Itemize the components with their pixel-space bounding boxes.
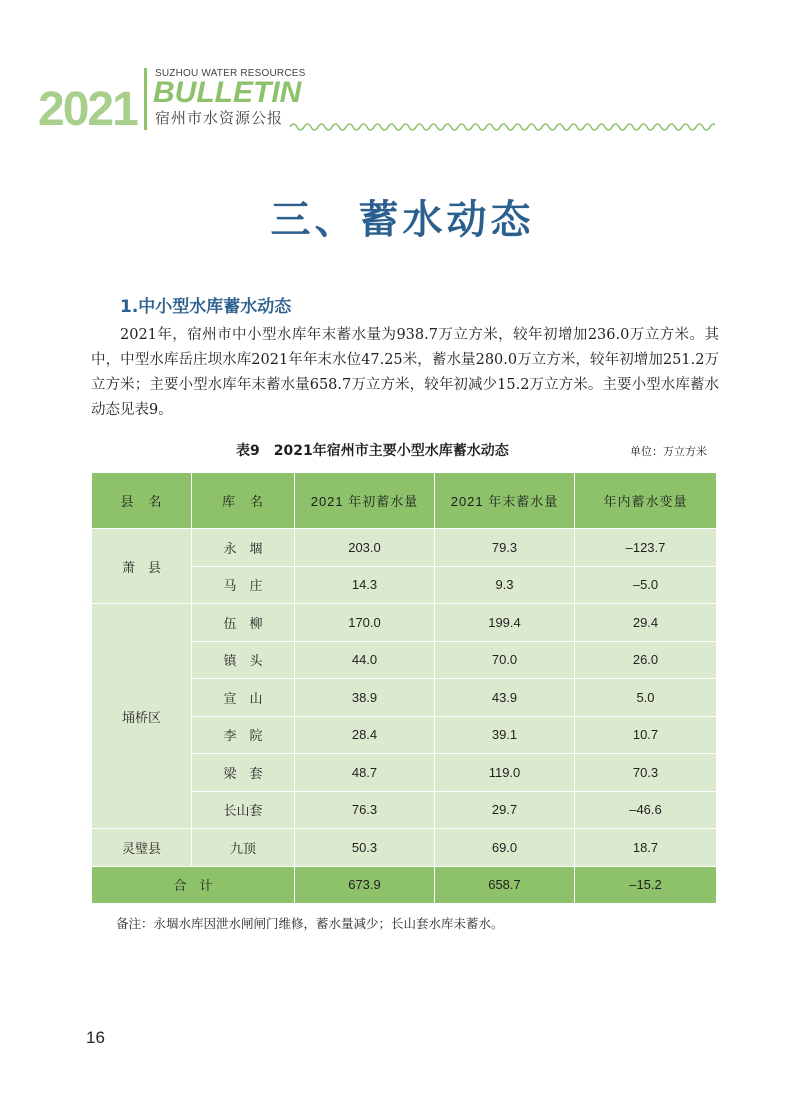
start-storage-cell: 203.0 <box>295 529 435 567</box>
start-storage-cell: 170.0 <box>295 604 435 642</box>
end-storage-cell: 29.7 <box>435 791 575 829</box>
reservoir-cell: 宣 山 <box>192 679 295 717</box>
header-year: 2021 <box>38 83 137 136</box>
total-label: 合 计 <box>92 866 295 903</box>
county-cell: 灵璧县 <box>92 829 192 867</box>
reservoir-cell: 九顶 <box>192 829 295 867</box>
reservoir-cell: 镇 头 <box>192 641 295 679</box>
end-storage-cell: 79.3 <box>435 529 575 567</box>
change-cell: 70.3 <box>575 754 717 792</box>
start-storage-cell: 28.4 <box>295 716 435 754</box>
chapter-title: 三、蓄水动态 <box>270 197 535 243</box>
table-header-row <box>92 473 717 529</box>
header-change: 年内蓄水变量 <box>575 473 717 529</box>
county-cell: 萧 县 <box>92 529 192 604</box>
table-title: 表9 2021年宿州市主要小型水库蓄水动态 <box>236 443 509 459</box>
table-row <box>92 604 717 642</box>
reservoir-table <box>91 472 717 904</box>
reservoir-cell: 永 堌 <box>192 529 295 567</box>
end-storage-cell: 43.9 <box>435 679 575 717</box>
reservoir-cell: 马 庄 <box>192 566 295 604</box>
section-title: 1.中小型水库蓄水动态 <box>120 297 292 317</box>
end-storage-cell: 70.0 <box>435 641 575 679</box>
table-unit: 单位：万立方米 <box>630 445 707 458</box>
change-cell: 10.7 <box>575 716 717 754</box>
header-start-storage: 2021 年初蓄水量 <box>295 473 435 529</box>
wave-decoration <box>290 120 715 134</box>
table-note: 备注：永堌水库因泄水闸闸门维修，蓄水量减少；长山套水库未蓄水。 <box>116 916 504 931</box>
change-cell: 29.4 <box>575 604 717 642</box>
table-row <box>92 529 717 567</box>
header-series-en: SUZHOU WATER RESOURCES <box>155 68 306 79</box>
reservoir-cell: 长山套 <box>192 791 295 829</box>
start-storage-cell: 48.7 <box>295 754 435 792</box>
change-cell: –46.6 <box>575 791 717 829</box>
body-paragraph: 2021年，宿州市中小型水库年末蓄水量为938.7万立方米，较年初增加236.0万立方米。其中，中型水库岳庄坝水库2021年年末水位47.25米，蓄水量280.0万立方米，较年初增加251.2万立方米；主要小型水库年末蓄水量658.7万立方米，较年初减少15.2万立方米。主要小型水库蓄水动态见表9。 <box>91 327 719 418</box>
table-body <box>92 529 717 867</box>
reservoir-cell: 伍 柳 <box>192 604 295 642</box>
start-storage-cell: 50.3 <box>295 829 435 867</box>
change-cell: –5.0 <box>575 566 717 604</box>
header-bulletin: BULLETIN <box>153 76 302 109</box>
header-county: 县 名 <box>92 473 192 529</box>
end-storage-cell: 9.3 <box>435 566 575 604</box>
header-org: 宿州市水资源公报 <box>155 109 284 127</box>
end-storage-cell: 39.1 <box>435 716 575 754</box>
reservoir-cell: 李 院 <box>192 716 295 754</box>
header-end-storage: 2021 年末蓄水量 <box>435 473 575 529</box>
change-cell: –123.7 <box>575 529 717 567</box>
reservoir-cell: 梁 套 <box>192 754 295 792</box>
table-total-row <box>92 866 717 903</box>
end-storage-cell: 199.4 <box>435 604 575 642</box>
end-storage-cell: 119.0 <box>435 754 575 792</box>
start-storage-cell: 38.9 <box>295 679 435 717</box>
total-end: 658.7 <box>435 866 575 903</box>
page-number: 16 <box>86 1028 105 1047</box>
header-reservoir: 库 名 <box>192 473 295 529</box>
total-change: –15.2 <box>575 866 717 903</box>
header-divider <box>144 68 147 130</box>
change-cell: 18.7 <box>575 829 717 867</box>
end-storage-cell: 69.0 <box>435 829 575 867</box>
total-start: 673.9 <box>295 866 435 903</box>
page-header <box>0 0 805 150</box>
table-row <box>92 829 717 867</box>
change-cell: 5.0 <box>575 679 717 717</box>
start-storage-cell: 76.3 <box>295 791 435 829</box>
county-cell: 埇桥区 <box>92 604 192 829</box>
start-storage-cell: 44.0 <box>295 641 435 679</box>
change-cell: 26.0 <box>575 641 717 679</box>
start-storage-cell: 14.3 <box>295 566 435 604</box>
